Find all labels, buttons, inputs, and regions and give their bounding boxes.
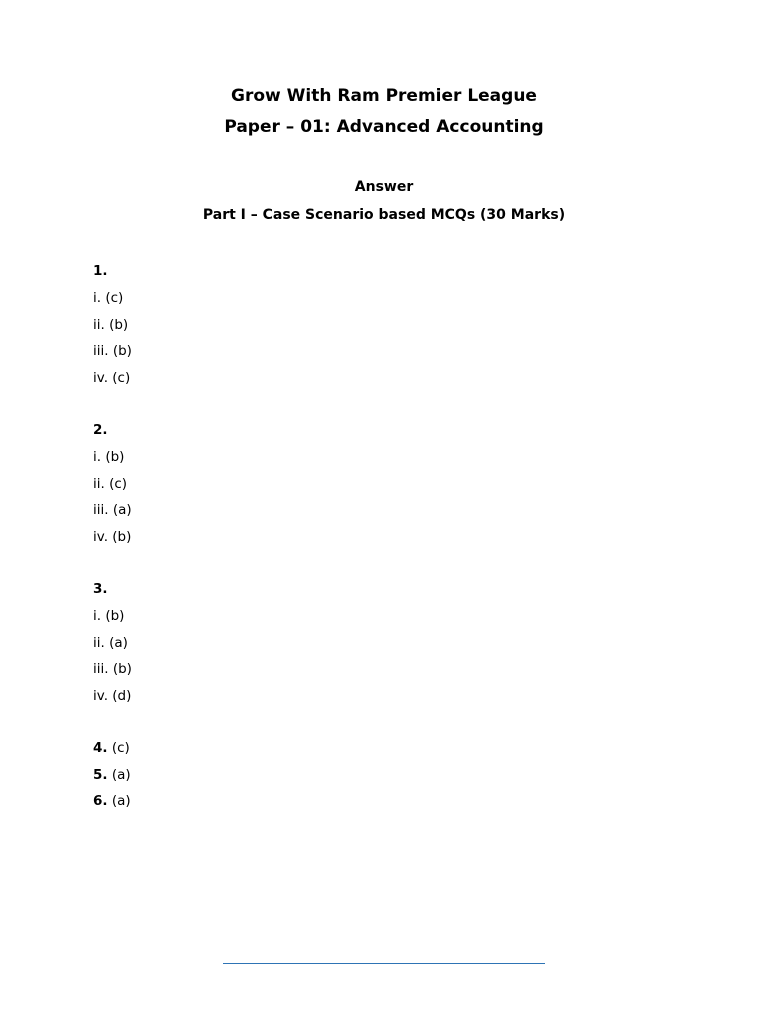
- single-answer-row: [93, 793, 131, 809]
- answer-item: i. (c): [93, 290, 124, 306]
- document-title: Grow With Ram Premier League: [231, 86, 537, 106]
- part-heading: Part I – Case Scenario based MCQs (30 Marks): [202, 207, 566, 223]
- question-number: 4.: [93, 740, 108, 756]
- question-number: 6.: [93, 793, 108, 809]
- answer-value: (a): [111, 767, 131, 783]
- answer-value: (a): [111, 793, 131, 809]
- answer-item: iii. (b): [93, 661, 132, 677]
- answer-item: iv. (d): [93, 688, 132, 704]
- single-answer-row: [93, 767, 131, 783]
- answer-item: iii. (b): [93, 343, 132, 359]
- answer-item: iv. (c): [93, 370, 131, 386]
- footer-rule: [223, 963, 545, 964]
- answer-item: i. (b): [93, 608, 125, 624]
- question-number: 3.: [93, 581, 108, 597]
- answer-item: iv. (b): [93, 529, 132, 545]
- answer-item: ii. (c): [93, 476, 128, 492]
- paper-title: Paper – 01: Advanced Accounting: [224, 117, 544, 137]
- question-number: 2.: [93, 422, 108, 438]
- question-number: 5.: [93, 767, 108, 783]
- answer-heading: Answer: [354, 179, 414, 195]
- answer-item: iii. (a): [93, 502, 132, 518]
- answer-item: ii. (b): [93, 317, 129, 333]
- single-answer-row: [93, 740, 130, 756]
- answer-item: i. (b): [93, 449, 125, 465]
- answer-item: ii. (a): [93, 635, 128, 651]
- answer-value: (c): [111, 740, 130, 756]
- question-number: 1.: [93, 263, 108, 279]
